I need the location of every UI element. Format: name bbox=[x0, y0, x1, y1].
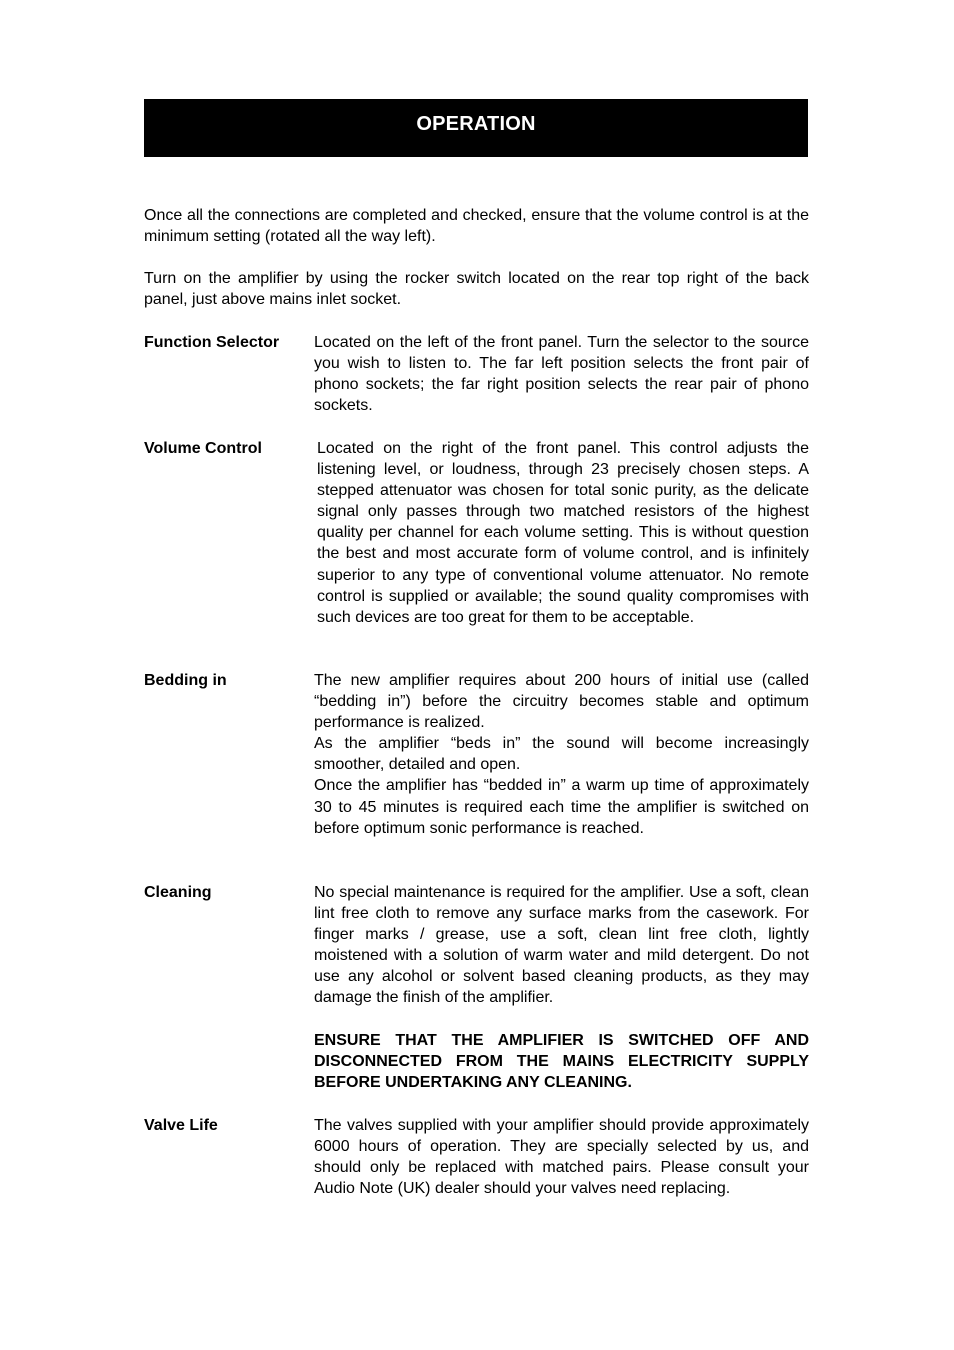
bedding-in-text bbox=[314, 670, 809, 839]
cleaning-label: Cleaning bbox=[144, 884, 212, 901]
volume-control-paragraph: Located on the right of the front panel. This control adjusts the listening level, or loudness, through 23 precisely chosen steps. A stepped attenuator was chosen for total sonic purity, as the delicate signal only passes through two matched resistors of the highest quality per channel for each volume setting. This is without question the best and most accurate form of volume control, and is infinitely superior to any type of conventional volume attenuator. No remote control is supplied or available; the sound quality compromises with such devices are too great for them to be acceptable. bbox=[317, 440, 809, 626]
bedding-in-paragraph: As the amplifier “beds in” the sound will become increasingly smoother, detailed and open. bbox=[314, 735, 809, 774]
cleaning-paragraph: No special maintenance is required for the amplifier. Use a soft, clean lint free cloth to remove any surface marks from the casework. For finger marks / grease, use a soft, clean lint free cloth, lightly moistened with a solution of warm water and mild detergent. Do not use any alcohol or solvent based cleaning products, as they may damage the finish of the amplifier. bbox=[314, 884, 809, 1007]
valve-life-paragraph: The valves supplied with your amplifier should provide approximately 6000 hours of operation. They are specially selected by us, and should only be replaced with matched pairs. Please consult your Audio Note (UK) dealer should your valves need replacing. bbox=[314, 1117, 809, 1198]
cleaning-warning: ENSURE THAT THE AMPLIFIER IS SWITCHED OFF AND DISCONNECTED FROM THE MAINS ELECTRICITY SUPPLY BEFORE UNDERTAKING ANY CLEANING. bbox=[314, 1031, 809, 1091]
bedding-in-paragraph: Once the amplifier has “bedded in” a warm up time of approximately 30 to 45 minutes is required each time the amplifier is switched on before optimum sonic performance is reached. bbox=[314, 777, 809, 837]
section-header-banner bbox=[144, 99, 808, 157]
function-selector-paragraph: Located on the left of the front panel. Turn the selector to the source you wish to listen to. The far left position selects the front pair of phono sockets; the far right position selects the rear pair of phono sockets. bbox=[314, 334, 809, 415]
volume-control-label: Volume Control bbox=[144, 440, 262, 457]
cleaning-text bbox=[314, 882, 809, 1093]
page-title: OPERATION bbox=[416, 113, 536, 135]
intro-paragraph-volume: Once all the connections are completed and checked, ensure that the volume control is at the minimum setting (rotated all the way left). bbox=[144, 207, 809, 245]
volume-control-text bbox=[317, 438, 809, 628]
function-selector-text bbox=[314, 332, 809, 416]
bedding-in-paragraph: The new amplifier requires about 200 hours of initial use (called “bedding in”) before the circuitry becomes stable and optimum performance is realized. bbox=[314, 672, 809, 732]
intro-paragraph-power-on: Turn on the amplifier by using the rocker switch located on the rear top right of the back panel, just above mains inlet socket. bbox=[144, 270, 809, 308]
function-selector-label: Function Selector bbox=[144, 334, 280, 351]
bedding-in-label: Bedding in bbox=[144, 672, 227, 689]
valve-life-label: Valve Life bbox=[144, 1117, 218, 1134]
valve-life-text bbox=[314, 1115, 809, 1199]
